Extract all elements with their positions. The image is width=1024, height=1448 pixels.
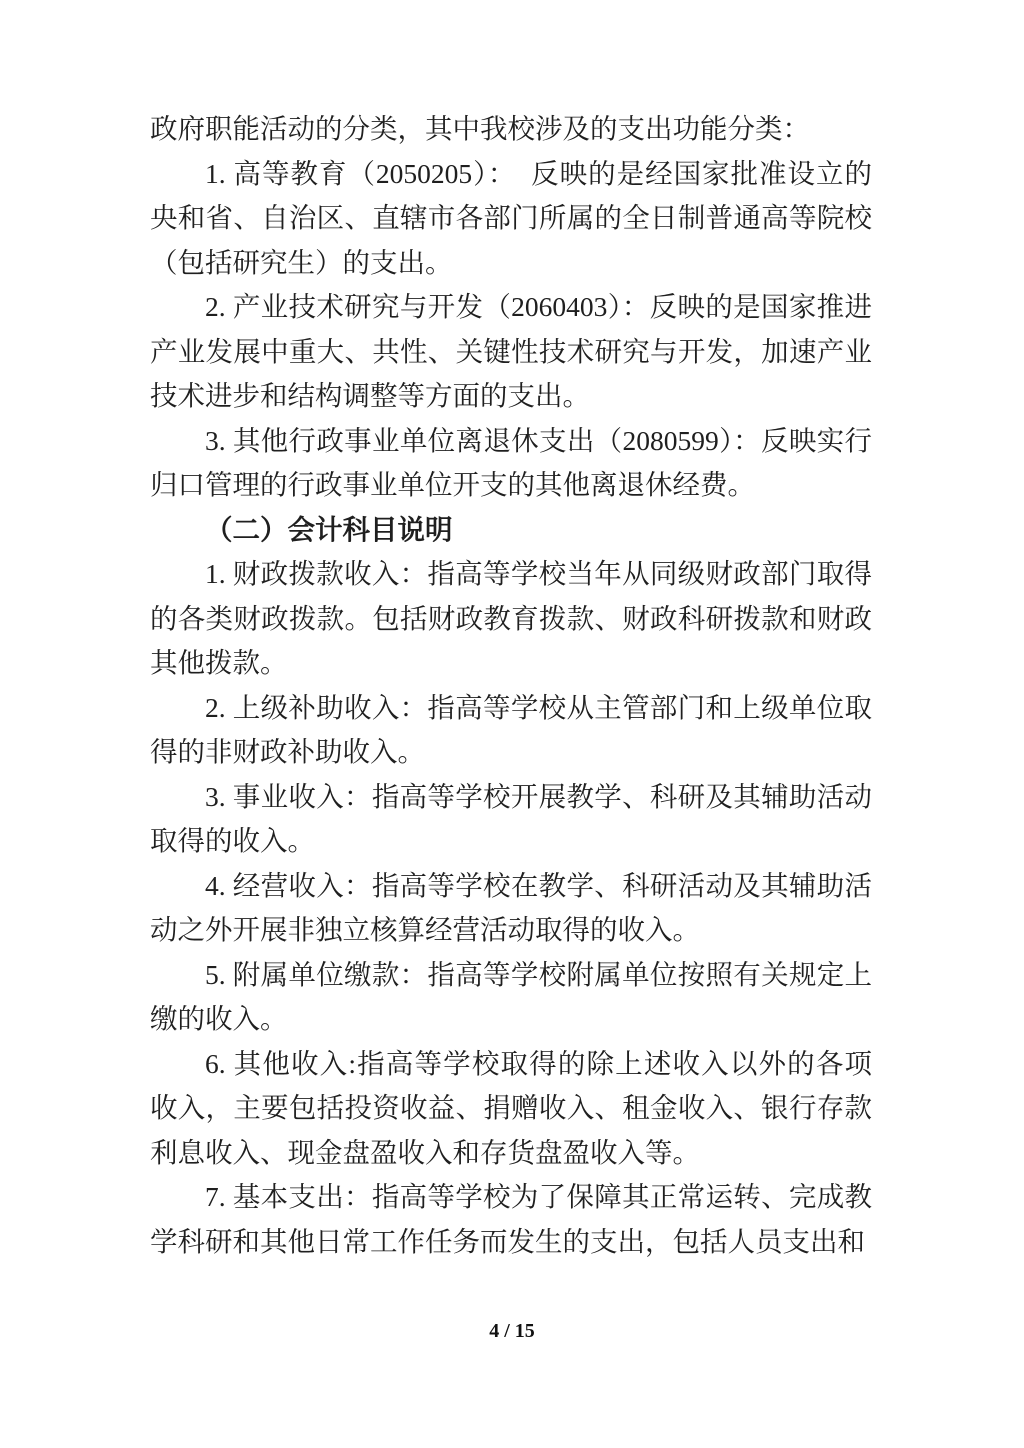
body-paragraph: 4. 经营收入：指高等学校在教学、科研活动及其辅助活动之外开展非独立核算经营活动取得的收入。 (150, 869, 872, 945)
document-body (150, 107, 872, 1264)
body-paragraph: 政府职能活动的分类，其中我校涉及的支出功能分类： (150, 113, 810, 144)
body-paragraph: 3. 其他行政事业单位离退休支出（2080599）：反映实行归口管理的行政事业单位开支的其他离退休经费。 (150, 424, 872, 500)
body-paragraph: 2. 产业技术研究与开发（2060403）：反映的是国家推进产业发展中重大、共性、关键性技术研究与开发，加速产业技术进步和结构调整等方面的支出。 (150, 291, 872, 411)
body-paragraph: 2. 上级补助收入：指高等学校从主管部门和上级单位取得的非财政补助收入。 (150, 691, 872, 767)
body-paragraph: 5. 附属单位缴款：指高等学校附属单位按照有关规定上缴的收入。 (150, 958, 872, 1034)
section-heading: （二）会计科目说明 (205, 513, 453, 545)
body-paragraph: 6. 其他收入:指高等学校取得的除上述收入以外的各项收入，主要包括投资收益、捐赠收入、租金收入、银行存款利息收入、现金盘盈收入和存货盘盈收入等。 (150, 1047, 872, 1168)
body-paragraph: 1. 财政拨款收入：指高等学校当年从同级财政部门取得的各类财政拨款。包括财政教育拨款、财政科研拨款和财政其他拨款。 (150, 558, 872, 678)
body-paragraph: 1. 高等教育（2050205）： 反映的是经国家批准设立的央和省、自治区、直辖市各部门所属的全日制普通高等院校（包括研究生）的支出。 (150, 157, 872, 278)
page-number: 4 / 15 (489, 1320, 535, 1342)
body-paragraph: 7. 基本支出：指高等学校为了保障其正常运转、完成教学科研和其他日常工作任务而发生的支出，包括人员支出和 (150, 1181, 872, 1257)
body-paragraph: 3. 事业收入：指高等学校开展教学、科研及其辅助活动取得的收入。 (150, 780, 872, 856)
